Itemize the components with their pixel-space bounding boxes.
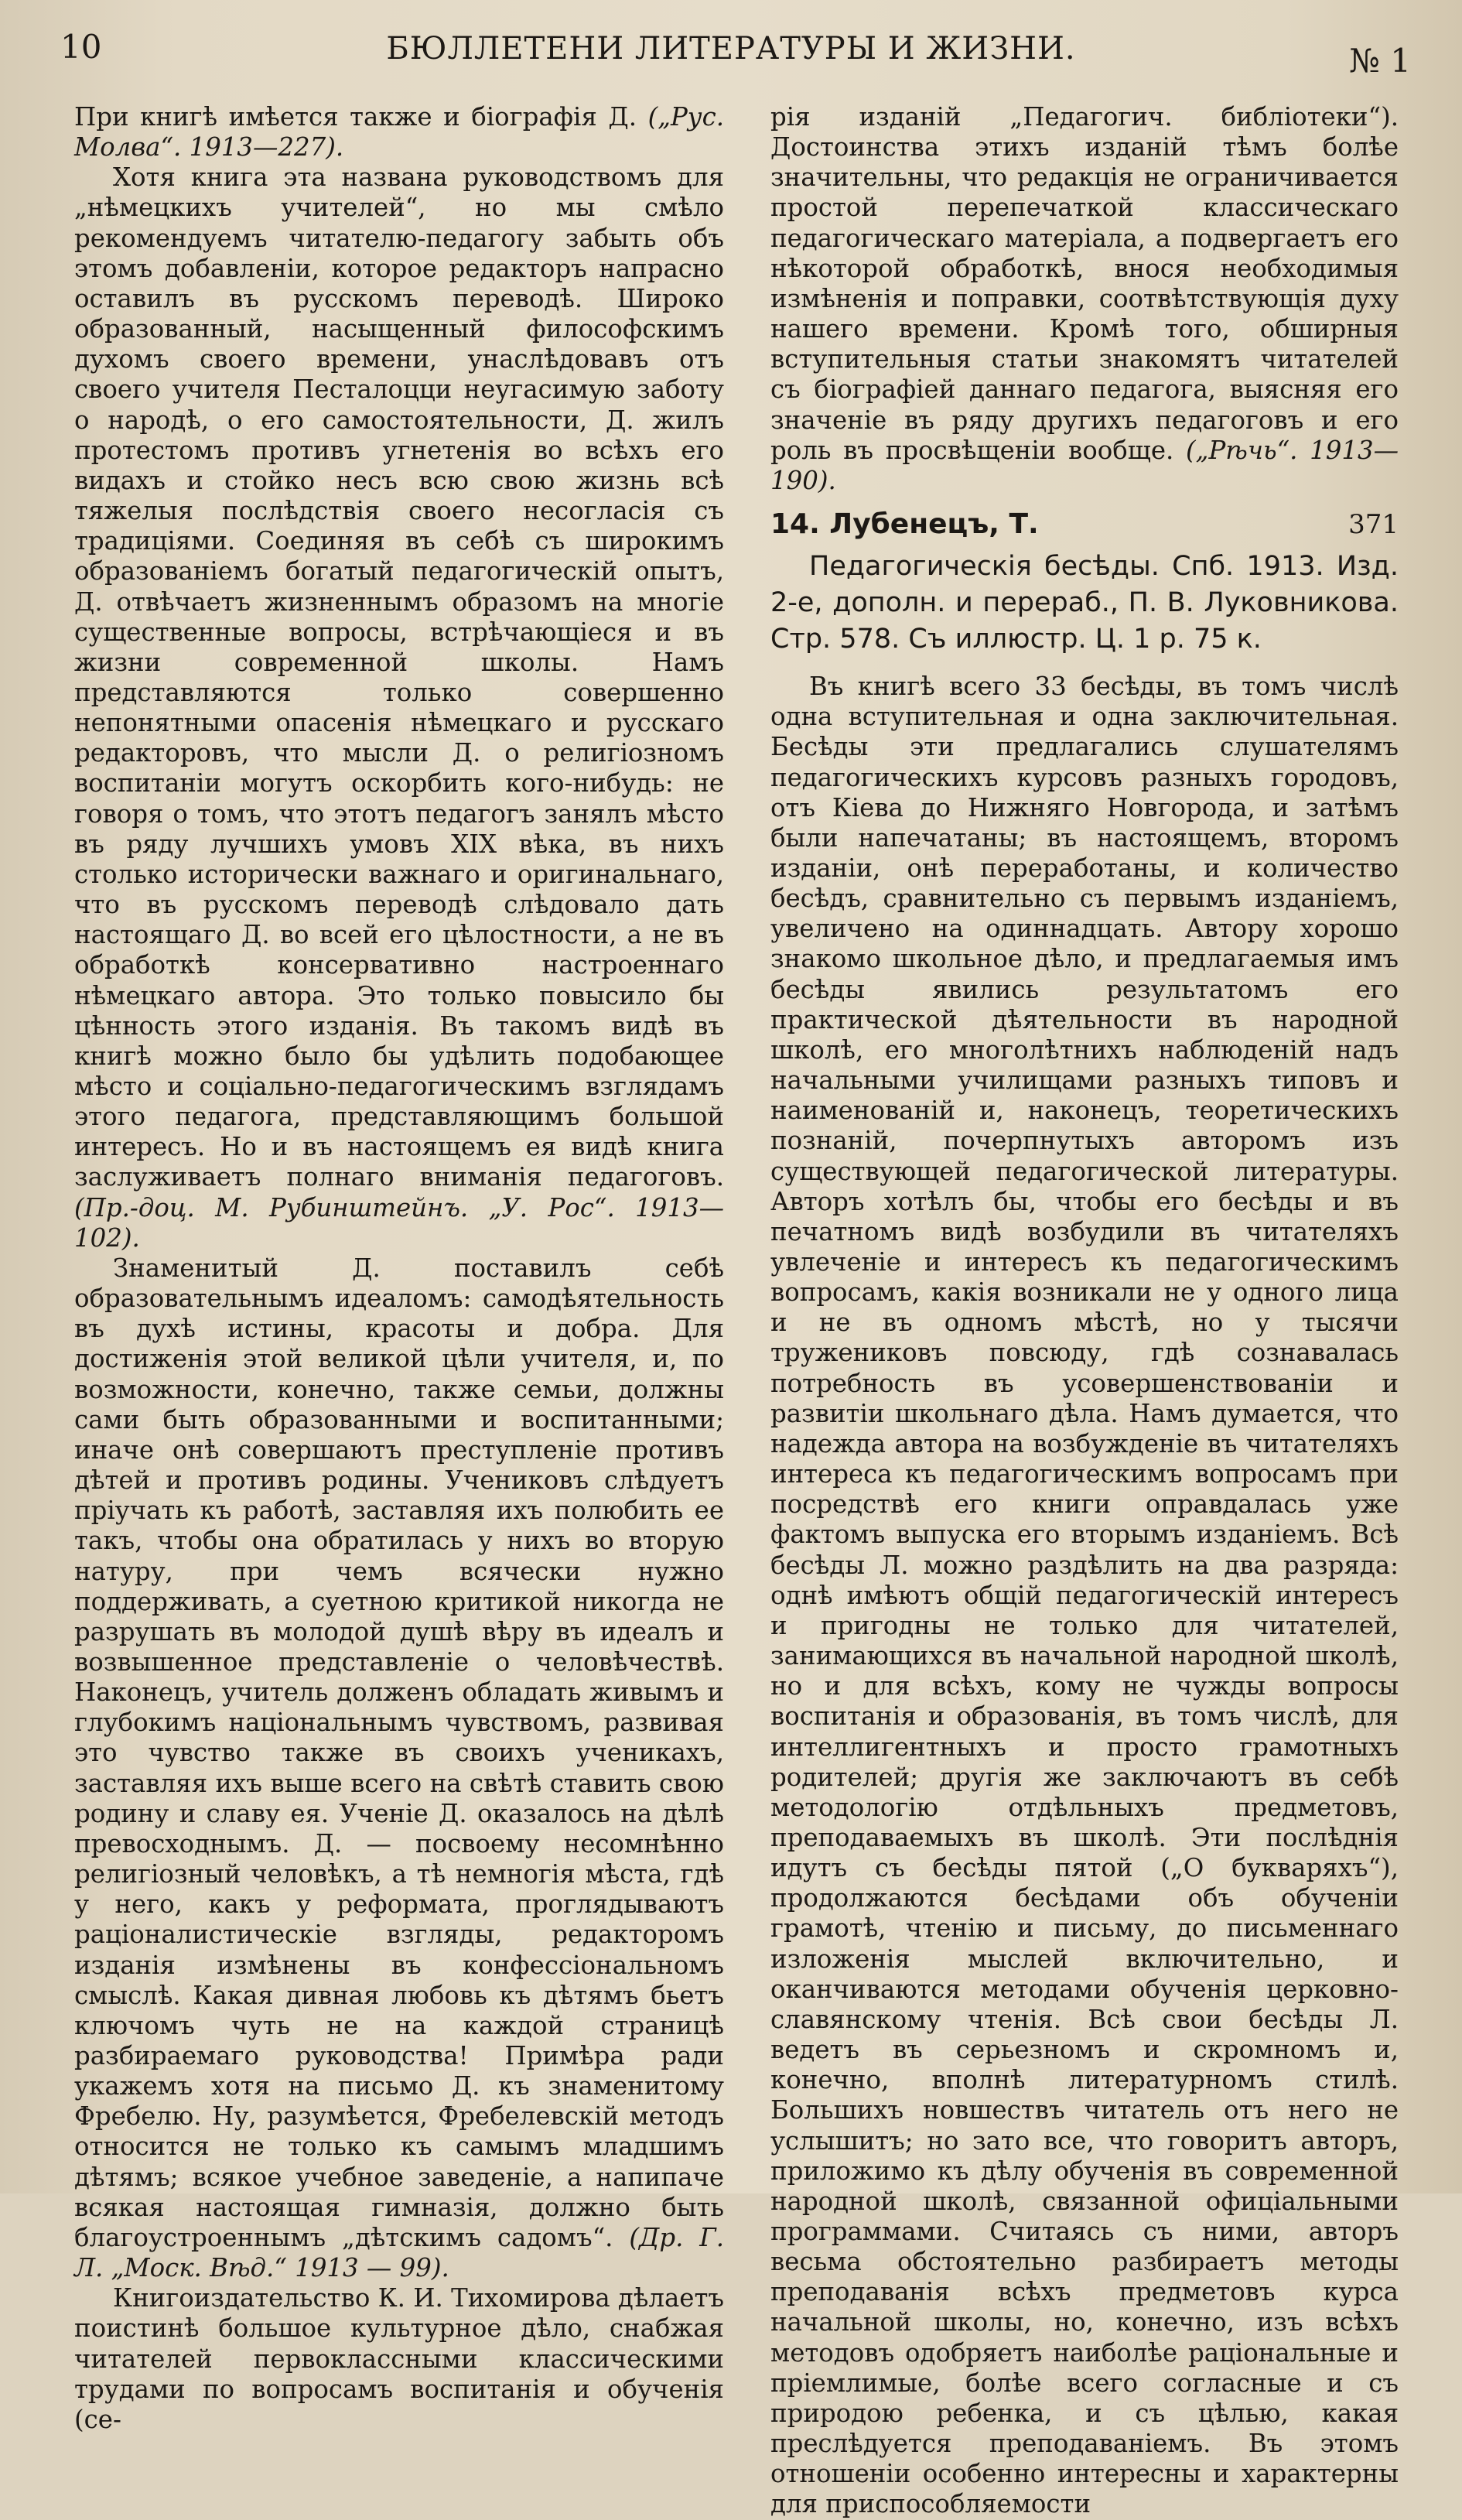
- page-number: 10: [60, 28, 102, 66]
- paragraph-text: Знаменитый Д. поставилъ себѣ образовательнымъ идеаломъ: самодѣятельность въ духѣ истины, красоты и добра. Для достиженія этой великой цѣли учителя, и, по возможности, конечно, также семьи, должны сами быть образованными и воспитанными; иначе онѣ совершаютъ преступленіе противъ дѣтей и противъ родины. Учениковъ слѣдуетъ пріучать къ работѣ, заставляя ихъ полюбить ее такъ, чтобы она обратилась у нихъ во вторую натуру, при чемъ всячески нужно поддерживать, а суетною критикой никогда не разрушать въ молодой душѣ вѣру въ идеалъ и возвышенное представленіе о человѣчествѣ. Наконецъ, учитель долженъ обладать живымъ и глубокимъ національнымъ чувствомъ, развивая это чувство также въ своихъ ученикахъ, заставляя ихъ выше всего на свѣтѣ ставить свою родину и славу ея. Ученіе Д. оказалось на дѣлѣ превосходнымъ. Д. — посвоему несомнѣнно религіозный человѣкъ, а тѣ немногія мѣста, гдѣ у него, какъ у реформата, проглядываютъ раціоналистическіе взгляды, редакторомъ изданія измѣнены въ конфессіональномъ смыслѣ. Какая дивная любовь къ дѣтямъ бьетъ ключомъ чуть не на каждой страницѣ разбираемаго руководства! Примѣра ради укажемъ хотя на письмо Д. къ знаменитому Фребелю. Ну, разумѣется, Фребелевскій методъ относится не только къ самымъ младшимъ дѣтямъ; всякое учебное заведеніе, а напипаче всякая настоящая гимназія, должно быть благоустроеннымъ „дѣтскимъ садомъ“.: [74, 1253, 724, 2252]
- journal-title: БЮЛЛЕТЕНИ ЛИТЕРАТУРЫ И ЖИЗНИ.: [386, 31, 1076, 67]
- left-column: [74, 102, 724, 2434]
- paragraph: [74, 1253, 724, 2283]
- paragraph: [74, 2283, 724, 2435]
- issue-number: № 1: [1349, 42, 1411, 80]
- citation: („Рус. Молва“. 1913—227).: [74, 102, 724, 162]
- entry-heading: [770, 508, 1399, 541]
- citation: (Пр.-доц. М. Рубинштейнъ. „У. Рос“. 1913—102).: [74, 1192, 724, 1253]
- paragraph: [74, 102, 724, 162]
- right-column: [770, 102, 1399, 2519]
- paragraph: [770, 672, 1399, 2520]
- paragraph-text: Книгоиздательство К. И. Тихомирова дѣлаетъ поистинѣ большое культурное дѣло, снабжая читателей первоклассными классическими трудами по вопросамъ воспитанія и обученія (се-: [74, 2283, 724, 2434]
- paragraph: [74, 162, 724, 1253]
- citation: (Др. Г. Л. „Моск. Вѣд.“ 1913 — 99).: [74, 2222, 724, 2283]
- citation: („Рѣчь“. 1913—190).: [770, 435, 1399, 495]
- entry-number: 371: [1348, 509, 1399, 541]
- book-description: Педагогическія бесѣды. Спб. 1913. Изд. 2-е, дополн. и перераб., П. В. Луковникова. Стр. 578. Съ иллюстр. Ц. 1 р. 75 к.: [770, 551, 1399, 655]
- paragraph: [770, 102, 1399, 496]
- running-head: [0, 23, 1462, 85]
- paragraph-text: Хотя книга эта названа руководствомъ для „нѣмецкихъ учителей“, но мы смѣло рекомендуемъ читателю-педагогу забыть объ этомъ добавленіи, которое редакторъ напрасно оставилъ въ русскомъ переводѣ. Широко образованный, насыщенный философскимъ духомъ своего времени, унаслѣдовавъ отъ своего учителя Песталоцци неугасимую заботу о народѣ, о его самостоятельности, Д. жилъ протестомъ противъ угнетенія во всѣхъ его видахъ и стойко несъ всю свою жизнь всѣ тяжелыя послѣдствія своего несогласія съ традиціями. Соединяя въ себѣ съ широкимъ образованіемъ богатый педагогическій опытъ, Д. отвѣчаетъ жизненнымъ образомъ на многіе существенные вопросы, встрѣчающіеся и въ жизни современной школы. Намъ представляются только совершенно непонятными опасенія нѣмецкаго и русскаго редакторовъ, что мысли Д. о религіозномъ воспитаніи могутъ оскорбить кого-нибудь: не говоря о томъ, что этотъ педагогъ занялъ мѣсто въ ряду лучшихъ умовъ XIX вѣка, въ нихъ столько исторически важнаго и оригинальнаго, что въ русскомъ переводѣ слѣдовало дать настоящаго Д. во всей его цѣлостности, а не въ обработкѣ консервативно настроеннаго нѣмецкаго автора. Это только повысило бы цѣнность этого изданія. Въ такомъ видѣ въ книгѣ можно было бы удѣлить подобающее мѣсто и соціально-педагогическимъ взглядамъ этого педагога, представляющимъ большой интересъ. Но и въ настоящемъ ея видѣ книга заслуживаетъ полнаго вниманія педагоговъ.: [74, 162, 724, 1192]
- paragraph-text: При книгѣ имѣется также и біографія Д.: [74, 102, 637, 132]
- paragraph-text: Въ книгѣ всего 33 бесѣды, въ томъ числѣ одна вступительная и одна заключительная. Бесѣды эти предлагались слушателямъ педагогическихъ курсовъ разныхъ городовъ, отъ Кіева до Нижняго Новгорода, и затѣмъ были напечатаны; въ настоящемъ, второмъ изданіи, онѣ переработаны, и количество бесѣдъ, сравнительно съ первымъ изданіемъ, увеличено на одиннадцать. Автору хорошо знакомо школьное дѣло, и предлагаемыя имъ бесѣды явились результатомъ его практической дѣятельности въ народной школѣ, его многолѣтнихъ наблюденій надъ начальными училищами разныхъ типовъ и наименованій и, наконецъ, теоретическихъ познаній, почерпнутыхъ авторомъ изъ существующей педагогической литературы. Авторъ хотѣлъ бы, чтобы его бесѣды и въ печатномъ видѣ возбудили въ читателяхъ увлеченіе и интересъ къ педагогическимъ вопросамъ, какія возникали не у одного лица и не въ одномъ мѣстѣ, но у тысячи тружениковъ повсюду, гдѣ сознавалась потребность въ усовершенствованіи и развитіи школьнаго дѣла. Намъ думается, что надежда автора на возбужденіе въ читателяхъ интереса къ педагогическимъ вопросамъ при посредствѣ его книги оправдалась уже фактомъ выпуска его вторымъ изданіемъ. Всѣ бесѣды Л. можно раздѣлить на два разряда: однѣ имѣютъ общій педагогическій интересъ и пригодны не только для читателей, занимающихся въ начальной народной школѣ, но и для всѣхъ, кому не чужды вопросы воспитанія и образованія, въ томъ числѣ, для интеллигентныхъ и просто грамотныхъ родителей; другія же заключаютъ въ себѣ методологію отдѣльныхъ предметовъ, преподаваемыхъ въ школѣ. Эти послѣднія идутъ съ бесѣды пятой („О букваряхъ“), продолжаются бесѣдами объ обученіи грамотѣ, чтенію и письму, до письменнаго изложенія мыслей включительно, и оканчиваются методами обученія церковно-славянскому чтенія. Всѣ свои бесѣды Л. ведетъ въ серьезномъ и скромномъ и, конечно, вполнѣ литературномъ стилѣ. Большихъ новшествъ читатель отъ него не услышитъ; но зато все, что говоритъ авторъ, приложимо къ дѣлу обученія въ современной народной школѣ, связанной офиціальными программами. Считаясь съ ними, авторъ весьма обстоятельно разбираетъ методы преподаванія всѣхъ предметовъ курса начальной школы, но, конечно, изъ всѣхъ методовъ одобряетъ наиболѣе раціональные и пріемлимые, болѣе всего согласные и съ природою ребенка, и съ цѣлью, какая преслѣдуется преподаваніемъ. Въ этомъ отношеніи особенно интересны и характерны для приспособляемости: [770, 672, 1399, 2519]
- paragraph-text: рія изданій „Педагогич. библіотеки“). Достоинства этихъ изданій тѣмъ болѣе значительны, что редакція не ограничивается простой перепечаткой классическаго педагогическаго матеріала, а подвергаетъ его нѣкоторой обработкѣ, внося необходимыя измѣненія и поправки, соотвѣтствующія духу нашего времени. Кромѣ того, обширныя вступительныя статьи знакомятъ читателей съ біографіей даннаго педагога, выясняя его значеніе въ ряду другихъ педагоговъ и его роль въ просвѣщеніи вообще.: [770, 102, 1399, 465]
- entry-title: 14. Лубенецъ, Т.: [770, 508, 1039, 541]
